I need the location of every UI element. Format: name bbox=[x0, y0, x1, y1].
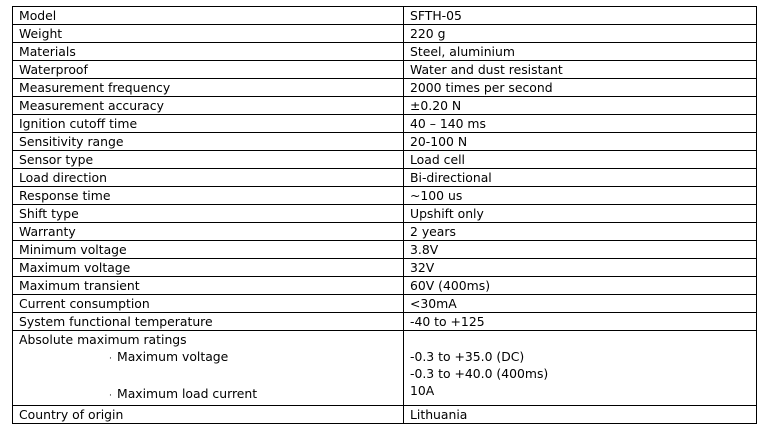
spacer bbox=[19, 368, 397, 385]
table-row bbox=[13, 277, 757, 295]
spec-value-cell: Water and dust resistant bbox=[404, 61, 757, 79]
spec-label-cell: Warranty bbox=[13, 223, 404, 241]
spec-value-cell: 220 g bbox=[404, 25, 757, 43]
table-row bbox=[13, 43, 757, 61]
spec-value-cell: 60V (400ms) bbox=[404, 277, 757, 295]
table-row-country bbox=[13, 406, 757, 424]
max-voltage-value-2: -0.3 to +40.0 (400ms) bbox=[410, 366, 549, 381]
table-row bbox=[13, 97, 757, 115]
spec-label-cell: Weight bbox=[13, 25, 404, 43]
spec-value-cell: 32V bbox=[404, 259, 757, 277]
table-row bbox=[13, 79, 757, 97]
spec-label-cell: Measurement accuracy bbox=[13, 97, 404, 115]
spec-label-cell: Shift type bbox=[13, 205, 404, 223]
spec-label-cell: Sensitivity range bbox=[13, 133, 404, 151]
max-load-current-sublabel-wrap: · Maximum load current bbox=[109, 386, 258, 401]
max-voltage-value-1: -0.3 to +35.0 (DC) bbox=[410, 349, 525, 364]
spec-value-cell: SFTH-05 bbox=[404, 7, 757, 25]
spec-label-cell: System functional temperature bbox=[13, 313, 404, 331]
max-voltage-sublabel-wrap: · Maximum voltage bbox=[109, 349, 229, 364]
spec-value-cell: 40 – 140 ms bbox=[404, 115, 757, 133]
spec-value-cell: 2 years bbox=[404, 223, 757, 241]
table-row bbox=[13, 313, 757, 331]
spec-label-cell: Maximum transient bbox=[13, 277, 404, 295]
table-row bbox=[13, 25, 757, 43]
table-row-absolute-max bbox=[13, 331, 757, 406]
spec-label-cell: Load direction bbox=[13, 169, 404, 187]
max-voltage-sublabel: Maximum voltage bbox=[117, 349, 229, 364]
spec-label-cell: Model bbox=[13, 7, 404, 25]
absolute-max-heading: Absolute maximum ratings bbox=[19, 332, 187, 347]
spec-label-cell: Minimum voltage bbox=[13, 241, 404, 259]
spec-label-cell: Materials bbox=[13, 43, 404, 61]
max-load-current-value: 10A bbox=[410, 383, 435, 398]
country-label-cell: Country of origin bbox=[13, 406, 404, 424]
spec-value-cell: 3.8V bbox=[404, 241, 757, 259]
spec-value-cell: 2000 times per second bbox=[404, 79, 757, 97]
absolute-max-label-cell bbox=[13, 331, 404, 406]
table-row bbox=[13, 241, 757, 259]
table-row bbox=[13, 169, 757, 187]
absolute-max-value-cell bbox=[404, 331, 757, 406]
table-row bbox=[13, 259, 757, 277]
table-row bbox=[13, 61, 757, 79]
country-value-cell: Lithuania bbox=[404, 406, 757, 424]
spec-label-cell: Maximum voltage bbox=[13, 259, 404, 277]
spec-value-cell: Steel, aluminium bbox=[404, 43, 757, 61]
table-row bbox=[13, 151, 757, 169]
spec-label-cell: Current consumption bbox=[13, 295, 404, 313]
spec-value-cell: Load cell bbox=[404, 151, 757, 169]
table-row bbox=[13, 223, 757, 241]
table-row bbox=[13, 295, 757, 313]
spec-value-cell: Bi-directional bbox=[404, 169, 757, 187]
table-row bbox=[13, 133, 757, 151]
spec-value-cell: ~100 us bbox=[404, 187, 757, 205]
max-load-current-sublabel: Maximum load current bbox=[117, 386, 258, 401]
spacer bbox=[410, 331, 750, 348]
spec-label-cell: Measurement frequency bbox=[13, 79, 404, 97]
spec-label-cell: Ignition cutoff time bbox=[13, 115, 404, 133]
table-row bbox=[13, 187, 757, 205]
table-row bbox=[13, 205, 757, 223]
spec-value-cell: Upshift only bbox=[404, 205, 757, 223]
spec-table bbox=[12, 6, 757, 424]
spec-label-cell: Response time bbox=[13, 187, 404, 205]
table-row bbox=[13, 7, 757, 25]
spec-value-cell: <30mA bbox=[404, 295, 757, 313]
spec-value-cell: -40 to +125 bbox=[404, 313, 757, 331]
spec-label-cell: Waterproof bbox=[13, 61, 404, 79]
spec-value-cell: 20-100 N bbox=[404, 133, 757, 151]
spec-value-cell: ±0.20 N bbox=[404, 97, 757, 115]
table-row bbox=[13, 115, 757, 133]
spec-table-body bbox=[13, 7, 757, 424]
spec-label-cell: Sensor type bbox=[13, 151, 404, 169]
